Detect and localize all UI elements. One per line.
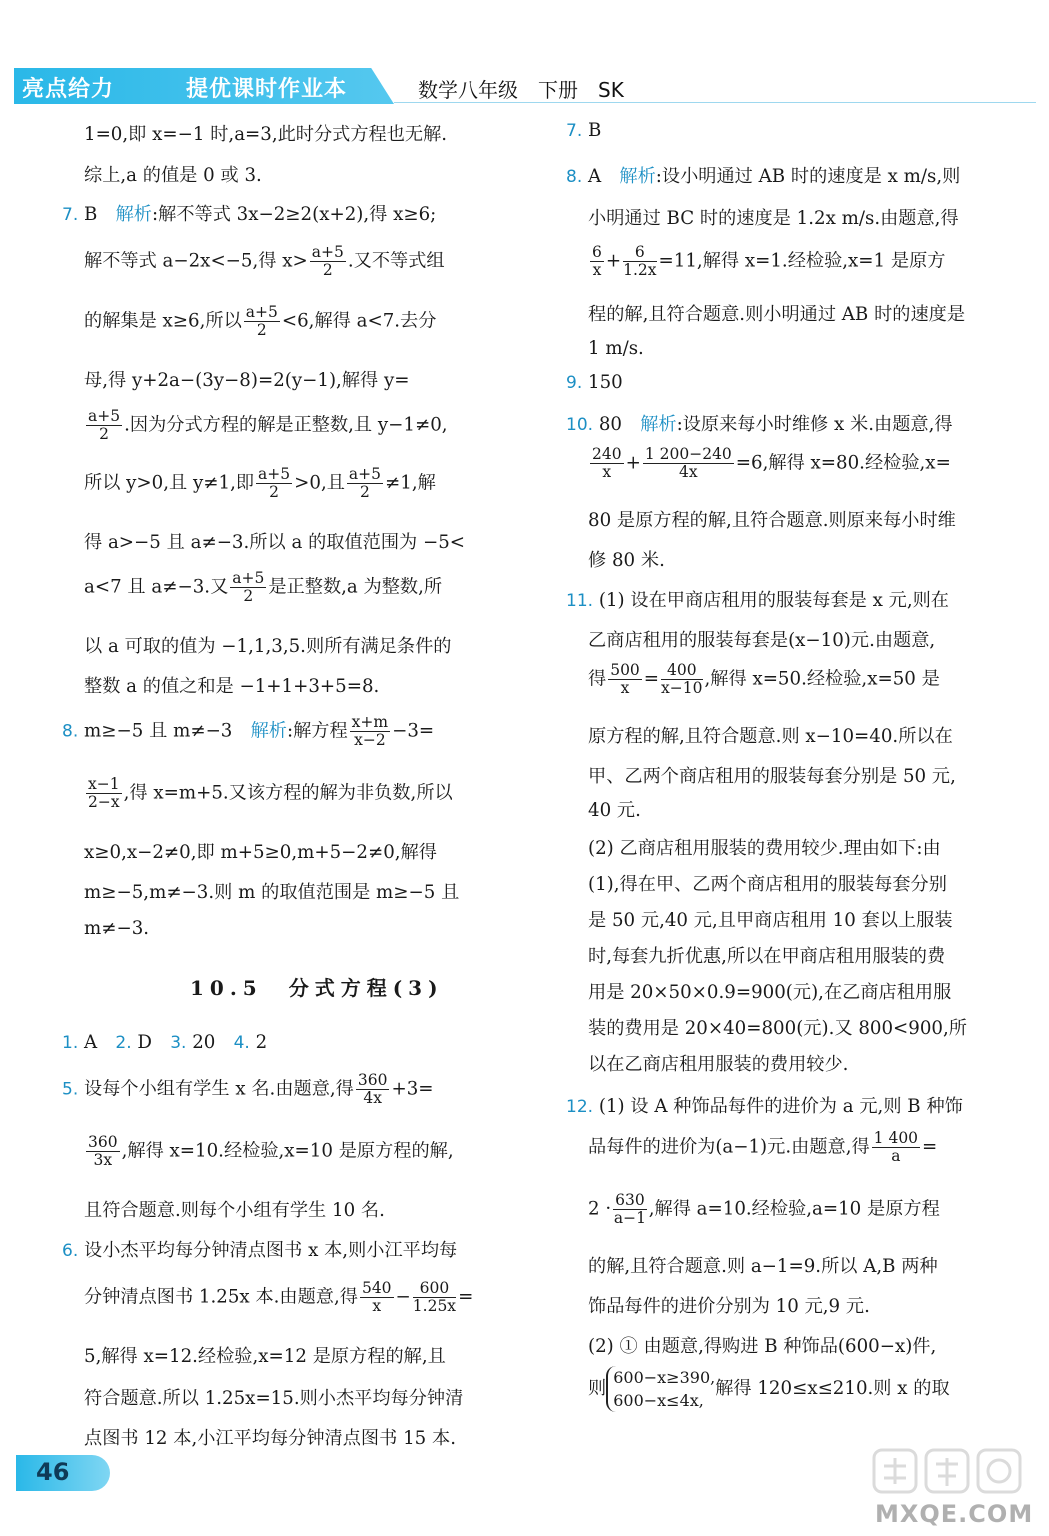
analysis-label: 解析: [619, 166, 656, 187]
answer-8: 8. m≥−5 且 m≠−3 解析:解方程 $\frac{x+m}{x-2}$ −3=: [62, 713, 435, 750]
text-line: 程的解,且符合题意.则小明通过 AB 时的速度是: [588, 304, 966, 325]
page-number-tab: [16, 1455, 110, 1491]
text-line: 1=0,即 x=−1 时,a=3,此时分式方程也无解.: [84, 124, 448, 145]
fraction: $\frac{240}{x}$: [592, 445, 622, 482]
answer-9: 9. 150: [566, 372, 623, 393]
text-line: x≥0,x−2≠0,即 m+5≥0,m+5−2≠0,解得: [84, 842, 437, 863]
text-line: 点图书 12 本,小江平均每分钟清点图书 15 本.: [84, 1428, 456, 1449]
analysis-label: 解析: [115, 204, 152, 225]
text-line: $\frac{360}{3x}$ ,解得 x=10.经检验,x=10 是原方程的解,: [88, 1133, 454, 1170]
text-line: $\frac{x-1}{2-x}$ ,得 x=m+5.又该方程的解为非负数,所以: [88, 775, 453, 812]
text-line: 乙商店租用的服装每套是(x−10)元.由题意,: [588, 630, 936, 651]
item-number: 7.: [62, 205, 79, 225]
fraction: $\frac{360}{4x}$: [357, 1071, 388, 1108]
text-line: 分钟清点图书 1.25x 本.由题意,得 $\frac{540}{x}$ − $\frac{600}{1.25x}$ =: [84, 1279, 474, 1316]
fraction: $\frac{a+5}{2}$: [232, 569, 265, 606]
text-line: 且符合题意.则每个小组有学生 10 名.: [84, 1200, 385, 1221]
text-line: (2) 乙商店租用服装的费用较少.理由如下:由: [588, 838, 941, 859]
fraction: $\frac{500}{x}$: [610, 661, 640, 698]
text-line: 以在乙商店租用服装的费用较少.: [588, 1054, 849, 1075]
page-number: 46: [36, 1458, 70, 1486]
text-line: 整数 a 的值之和是 −1+1+3+5=8.: [84, 676, 380, 697]
item-number: 8.: [62, 721, 79, 742]
text-line: 装的费用是 20×40=800(元).又 800<900,所: [588, 1018, 967, 1039]
text-line: 符合题意.所以 1.25x=15.则小杰平均每分钟清: [84, 1388, 464, 1409]
text-line: 解不等式 a−2x<−5,得 x> $\frac{a+5}{2}$ .又不等式组: [84, 243, 445, 280]
text-line: 得 a>−5 且 a≠−3.所以 a 的取值范围为 −5<: [84, 532, 466, 553]
text-line: m≠−3.: [84, 918, 150, 939]
text-line: 得 $\frac{500}{x}$ = $\frac{400}{x-10}$ ,解得 x=50.经检验,x=50 是: [588, 661, 940, 698]
fraction: $\frac{x-1}{2-x}$: [88, 775, 120, 812]
answer-choice: B: [84, 204, 98, 225]
text-line: 的解集是 x≥6,所以 $\frac{a+5}{2}$ <6,解得 a<7.去分: [84, 303, 437, 340]
fraction: $\frac{1 400}{a}$: [873, 1129, 919, 1166]
text-line: 母,得 y+2a−(3y−8)=2(y−1),解得 y=: [84, 370, 410, 391]
text-line: (1),得在甲、乙两个商店租用的服装每套分别: [588, 874, 947, 895]
fraction: $\frac{6}{x}$: [592, 243, 602, 280]
fraction: $\frac{a+5}{2}$: [88, 407, 121, 444]
text-line: 2 · $\frac{630}{a-1}$ ,解得 a=10.经检验,a=10 是原方程: [588, 1191, 940, 1228]
fraction: $\frac{6}{1.2x}$: [623, 243, 657, 280]
subject-label: 数学八年级 下册 SK: [418, 78, 624, 102]
text-line: m≥−5,m≠−3.则 m 的取值范围是 m≥−5 且: [84, 882, 460, 903]
book-name: 提优课时作业本: [186, 77, 348, 102]
answer-6: 6. 设小杰平均每分钟清点图书 x 本,则小江平均每: [62, 1240, 458, 1261]
section-title: 10.5 分式方程(3): [190, 976, 444, 1000]
answer-10: 10. 80 解析:设原来每小时维修 x 米.由题意,得: [566, 414, 953, 435]
text-line: 以 a 可取的值为 −1,1,3,5.则所有满足条件的: [84, 636, 452, 657]
text-line: 所以 y>0,且 y≠1,即 $\frac{a+5}{2}$ >0,且 $\frac{a+5}{2}$ ≠1,解: [84, 465, 436, 502]
answer-7: [62, 200, 436, 226]
text-line: $\frac{a+5}{2}$ .因为分式方程的解是正整数,且 y−1≠0,: [88, 407, 448, 444]
watermark-text: MXQE.COM: [875, 1500, 1034, 1528]
text-line: 80 是原方程的解,且符合题意.则原来每小时维: [588, 510, 956, 531]
text-line: 饰品每件的进价分别为 10 元,9 元.: [588, 1296, 870, 1317]
text-line: :解不等式 3x−2≥2(x+2),得 x≥6;: [152, 204, 437, 225]
fraction: $\frac{360}{3x}$: [88, 1133, 118, 1170]
fraction: $\frac{630}{a-1}$: [613, 1191, 646, 1228]
text-line: 品每件的进价为(a−1)元.由题意,得 $\frac{1 400}{a}$ =: [588, 1129, 938, 1166]
text-line: (2) ① 由题意,得购进 B 种饰品(600−x)件,: [588, 1336, 937, 1357]
text-line: 是 50 元,40 元,且甲商店租用 10 套以上服装: [588, 910, 953, 931]
text-line: 1 m/s.: [588, 338, 644, 359]
fraction: $\frac{a+5}{2}$: [348, 465, 382, 502]
text-line: 小明通过 BC 时的速度是 1.2x m/s.由题意,得: [588, 208, 959, 229]
fraction: $\frac{540}{x}$: [361, 1279, 392, 1316]
inequality-system: 600−x≥390, 600−x≤4x,: [606, 1366, 715, 1412]
answers-1-4: 1. A 2. D 3. 20 4. 2: [62, 1032, 268, 1053]
answer-11: 11. (1) 设在甲商店租用的服装每套是 x 元,则在: [566, 590, 949, 611]
fraction: $\frac{a+5}{2}$: [245, 303, 278, 340]
fraction: $\frac{a+5}{2}$: [311, 243, 344, 280]
text-line: 40 元.: [588, 800, 641, 821]
series-name: 亮点给力: [22, 77, 115, 102]
text-line: $\frac{6}{x}$ + $\frac{6}{1.2x}$ =11,解得 x=1.经检验,x=1 是原方: [592, 243, 946, 280]
fraction: $\frac{x+m}{x-2}$: [351, 713, 389, 750]
answer-7: 7. B: [566, 120, 602, 141]
text-line: 用是 20×50×0.9=900(元),在乙商店租用服: [588, 982, 952, 1003]
answer-5: 5. 设每个小组有学生 x 名.由题意,得 $\frac{360}{4x}$ +3=: [62, 1071, 434, 1108]
text-line: $\frac{240}{x}$ + $\frac{1 200-240}{4x}$ =6,解得 x=80.经检验,x=: [592, 445, 951, 482]
text-line: a<7 且 a≠−3.又 $\frac{a+5}{2}$ 是正整数,a 为整数,所: [84, 569, 443, 606]
header-rule: [394, 102, 1036, 103]
answer-12: 12. (1) 设 A 种饰品每件的进价为 a 元,则 B 种饰: [566, 1096, 963, 1117]
text-line: 综上,a 的值是 0 或 3.: [84, 165, 262, 186]
fraction: $\frac{400}{x-10}$: [661, 661, 703, 698]
text-line: 的解,且符合题意.则 a−1=9.所以 A,B 两种: [588, 1256, 938, 1277]
page-header: [0, 0, 1049, 106]
text-line: 原方程的解,且符合题意.则 x−10=40.所以在: [588, 726, 953, 747]
fraction: $\frac{a+5}{2}$: [258, 465, 291, 502]
text-line: 甲、乙两个商店租用的服装每套分别是 50 元,: [588, 766, 956, 787]
text-line: 修 80 米.: [588, 550, 665, 571]
analysis-label: 解析: [250, 720, 287, 742]
text-line: 则 600−x≥390, 600−x≤4x, 解得 120≤x≤210.则 x 的取: [588, 1366, 950, 1412]
fraction: $\frac{1 200-240}{4x}$: [644, 445, 732, 482]
analysis-label: 解析: [640, 414, 677, 435]
item-number: 6.: [62, 1241, 79, 1261]
text-line: 时,每套九折优惠,所以在甲商店租用服装的费: [588, 946, 946, 967]
answer-8: 8. A 解析:设小明通过 AB 时的速度是 x m/s,则: [566, 166, 961, 187]
text-line: 5,解得 x=12.经检验,x=12 是原方程的解,且: [84, 1346, 446, 1367]
fraction: $\frac{600}{1.25x}$: [412, 1279, 457, 1316]
item-number: 5.: [62, 1079, 79, 1100]
